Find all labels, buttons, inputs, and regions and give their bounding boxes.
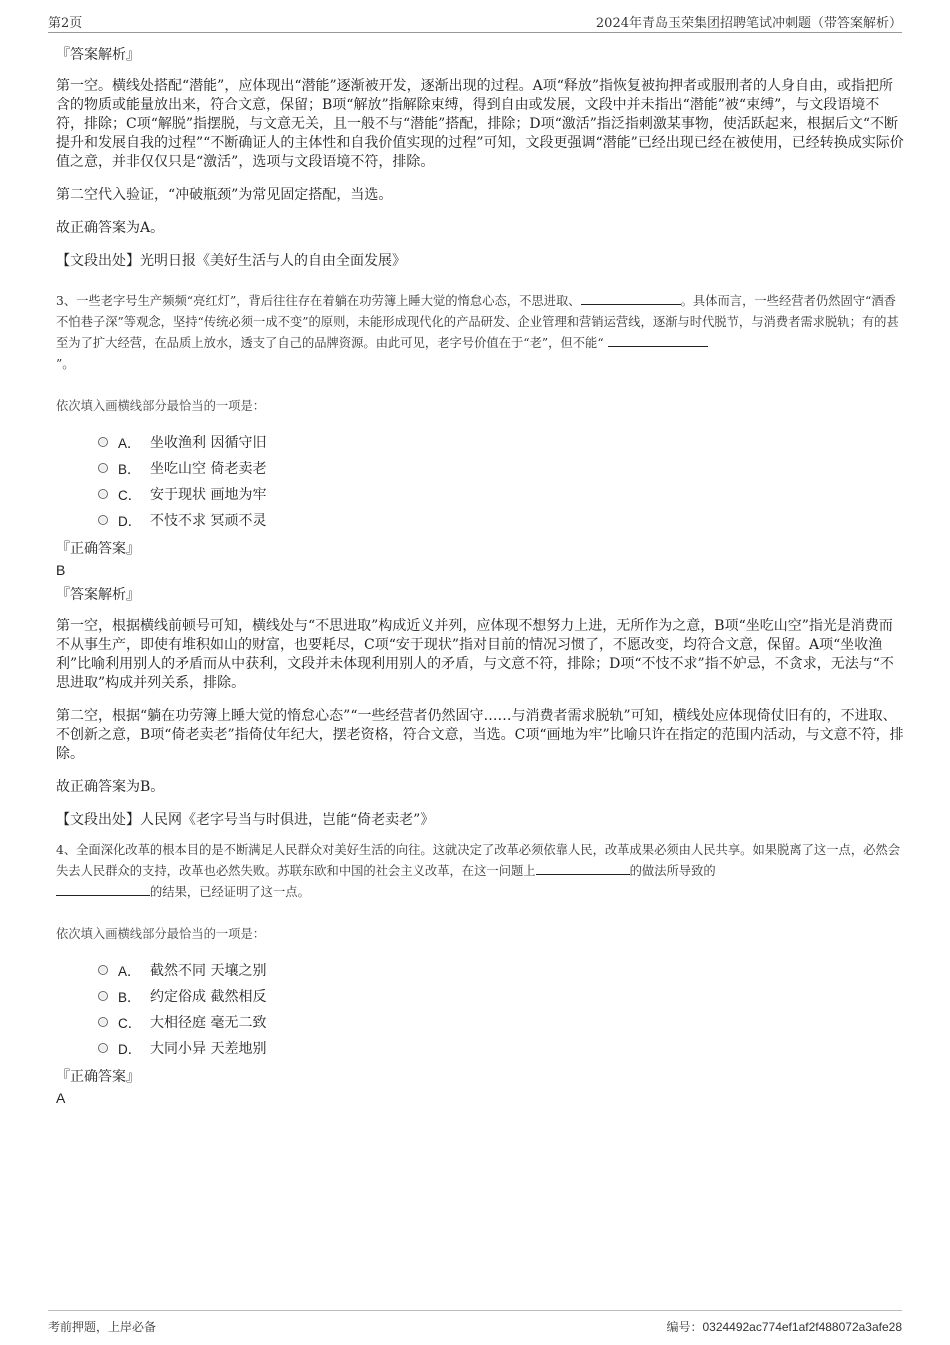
option-c[interactable] (98, 1009, 906, 1035)
analysis-paragraph: 第二空，根据“躺在功劳簿上睡大觉的惰怠心态”“一些经营者仍然固守……与消费者需求脱轨”可知，横线处应体现倚仗旧有的，不进取、不创新之意，B项“倚老卖老”指倚仗年纪大，摆老资格，符合文意，当选。C项“画地为牢”比喻只许在指定的范围内活动，与文意不符，排除。 (56, 708, 904, 762)
fill-blank (56, 883, 150, 896)
radio-icon[interactable] (98, 489, 108, 499)
page-footer (48, 1310, 902, 1337)
question-4 (56, 840, 906, 1107)
correct-answer-label: 『正确答案』 (56, 1069, 140, 1085)
question-text: 的做法所导致的 (629, 864, 716, 878)
option-d[interactable] (98, 1035, 906, 1061)
option-letter: A． (118, 436, 141, 451)
analysis-paragraph: 第一空。横线处搭配“潜能”，应体现出“潜能”逐渐被开发，逐渐出现的过程。A项“释放”指恢复被拘押者或服刑者的人身自由，或指把所含的物质或能量放出来，符合文意，保留；B项“解放”指解除束缚，得到自由或发展，文段中并未指出“潜能”被“束缚”，与文段语境不符，排除；C项“解脱”指摆脱，与文意无关，且一般不与“潜能”搭配，排除；D项“激活”指泛指刺激某事物，使活跃起来，根据后文“不断提升和发展自我的过程”“不断确证人的主体性和自我价值实现的过程”可知，文段更强调“潜能”已经出现已经在被使用，已经转换成实际价值之意，并非仅仅只是“激活”，选项与文段语境不符，排除。 (56, 78, 904, 170)
radio-icon[interactable] (98, 463, 108, 473)
analysis-paragraph: 第二空代入验证，“冲破瓶颈”为常见固定搭配，当选。 (56, 187, 393, 203)
question-text: ”。 (56, 357, 75, 371)
analysis-conclusion: 故正确答案为A。 (56, 220, 165, 236)
option-letter: C． (118, 488, 142, 503)
option-a[interactable] (98, 429, 906, 455)
document-id: 编号：0324492ac774ef1af2f488072a3afe28 (666, 1319, 902, 1334)
analysis-label: 『答案解析』 (56, 47, 140, 63)
radio-icon[interactable] (98, 965, 108, 975)
page-header (48, 12, 902, 33)
correct-answer-value: A (56, 1090, 66, 1106)
source-citation: 【文段出处】光明日报《美好生活与人的自由全面发展》 (56, 253, 406, 269)
radio-icon[interactable] (98, 1043, 108, 1053)
radio-icon[interactable] (98, 991, 108, 1001)
document-title: 2024年青岛玉荣集团招聘笔试冲刺题（带答案解析） (595, 16, 902, 31)
radio-icon[interactable] (98, 437, 108, 447)
option-text: 约定俗成 截然相反 (150, 989, 267, 1005)
radio-icon[interactable] (98, 1017, 108, 1027)
option-a[interactable] (98, 957, 906, 983)
analysis-paragraph: 第一空，根据横线前顿号可知，横线处与“不思进取”构成近义并列，应体现不想努力上进，无所作为之意，B项“坐吃山空”指光是消费而不从事生产，即使有堆积如山的财富，也要耗尽，C项“安于现状”指对目前的情况习惯了，不愿改变，均符合文意，保留。A项“坐收渔利”比喻利用别人的矛盾而从中获利，文段并未体现利用别人的矛盾，与文意不符，排除；D项“不忮不求”指不妒忌，不贪求，无法与“不思进取”构成并列关系，排除。 (56, 618, 894, 691)
question-text: 。具体而言，一些经营者仍然固守“酒香不怕巷子深”等观念，坚持“传统必须一成不变”的原则，未能形成现代化的产品研发、企业管理和营销运营线，逐渐与时代脱节，与消费者需求脱轨；有的甚至为了扩大经营，在品质上放水，透支了自己的品牌资源。由此可见，老字号价值在于“老”，但不能“ (56, 294, 899, 350)
option-b[interactable] (98, 983, 906, 1009)
question-text: 3、一些老字号生产频频“亮红灯”，背后往往存在着躺在功劳簿上睡大觉的惰怠心态，不思进取、 (56, 294, 581, 308)
radio-icon[interactable] (98, 515, 108, 525)
option-letter: D． (118, 1042, 142, 1057)
option-c[interactable] (98, 481, 906, 507)
question-instruction: 依次填入画横线部分最恰当的一项是： (56, 927, 266, 941)
question-instruction: 依次填入画横线部分最恰当的一项是： (56, 399, 266, 413)
option-list (98, 429, 906, 533)
footer-slogan: 考前押题，上岸必备 (48, 1319, 157, 1334)
option-text: 坐吃山空 倚老卖老 (150, 461, 267, 477)
analysis-label: 『答案解析』 (56, 587, 140, 603)
question-stem (56, 840, 906, 903)
option-text: 不忮不求 冥顽不灵 (150, 513, 267, 529)
option-text: 安于现状 画地为牢 (150, 487, 267, 503)
option-letter: D． (118, 514, 142, 529)
option-list (98, 957, 906, 1061)
option-text: 大相径庭 毫无二致 (150, 1015, 267, 1031)
option-text: 截然不同 天壤之别 (150, 963, 267, 979)
option-letter: A． (118, 964, 141, 979)
document-body (56, 45, 906, 1113)
prev-question-analysis (56, 45, 906, 271)
correct-answer-label: 『正确答案』 (56, 541, 140, 557)
option-letter: B． (118, 990, 141, 1005)
question-text: 4、全面深化改革的根本目的是不断满足人民群众对美好生活的向往。这就决定了改革必须依靠人民，改革成果必须由人民共享。如果脱离了这一点，必然会失去人民群众的支持，改革也必然失败。苏联东欧和中国的社会主义改革，在这一问题上 (56, 843, 901, 878)
option-letter: C． (118, 1016, 142, 1031)
option-text: 大同小异 天差地别 (150, 1041, 267, 1057)
fill-blank (581, 292, 681, 305)
source-citation: 【文段出处】人民网《老字号当与时俱进，岂能“倚老卖老”》 (56, 812, 435, 828)
page-number: 第2页 (48, 16, 83, 31)
option-d[interactable] (98, 507, 906, 533)
analysis-conclusion: 故正确答案为B。 (56, 779, 165, 795)
option-text: 坐收渔利 因循守旧 (150, 435, 267, 451)
question-3 (56, 291, 906, 830)
fill-blank (608, 334, 708, 347)
question-text: 的结果，已经证明了这一点。 (150, 885, 310, 899)
option-letter: B． (118, 462, 141, 477)
fill-blank (536, 862, 630, 875)
option-b[interactable] (98, 455, 906, 481)
question-stem (56, 291, 906, 375)
correct-answer-value: B (56, 562, 66, 578)
